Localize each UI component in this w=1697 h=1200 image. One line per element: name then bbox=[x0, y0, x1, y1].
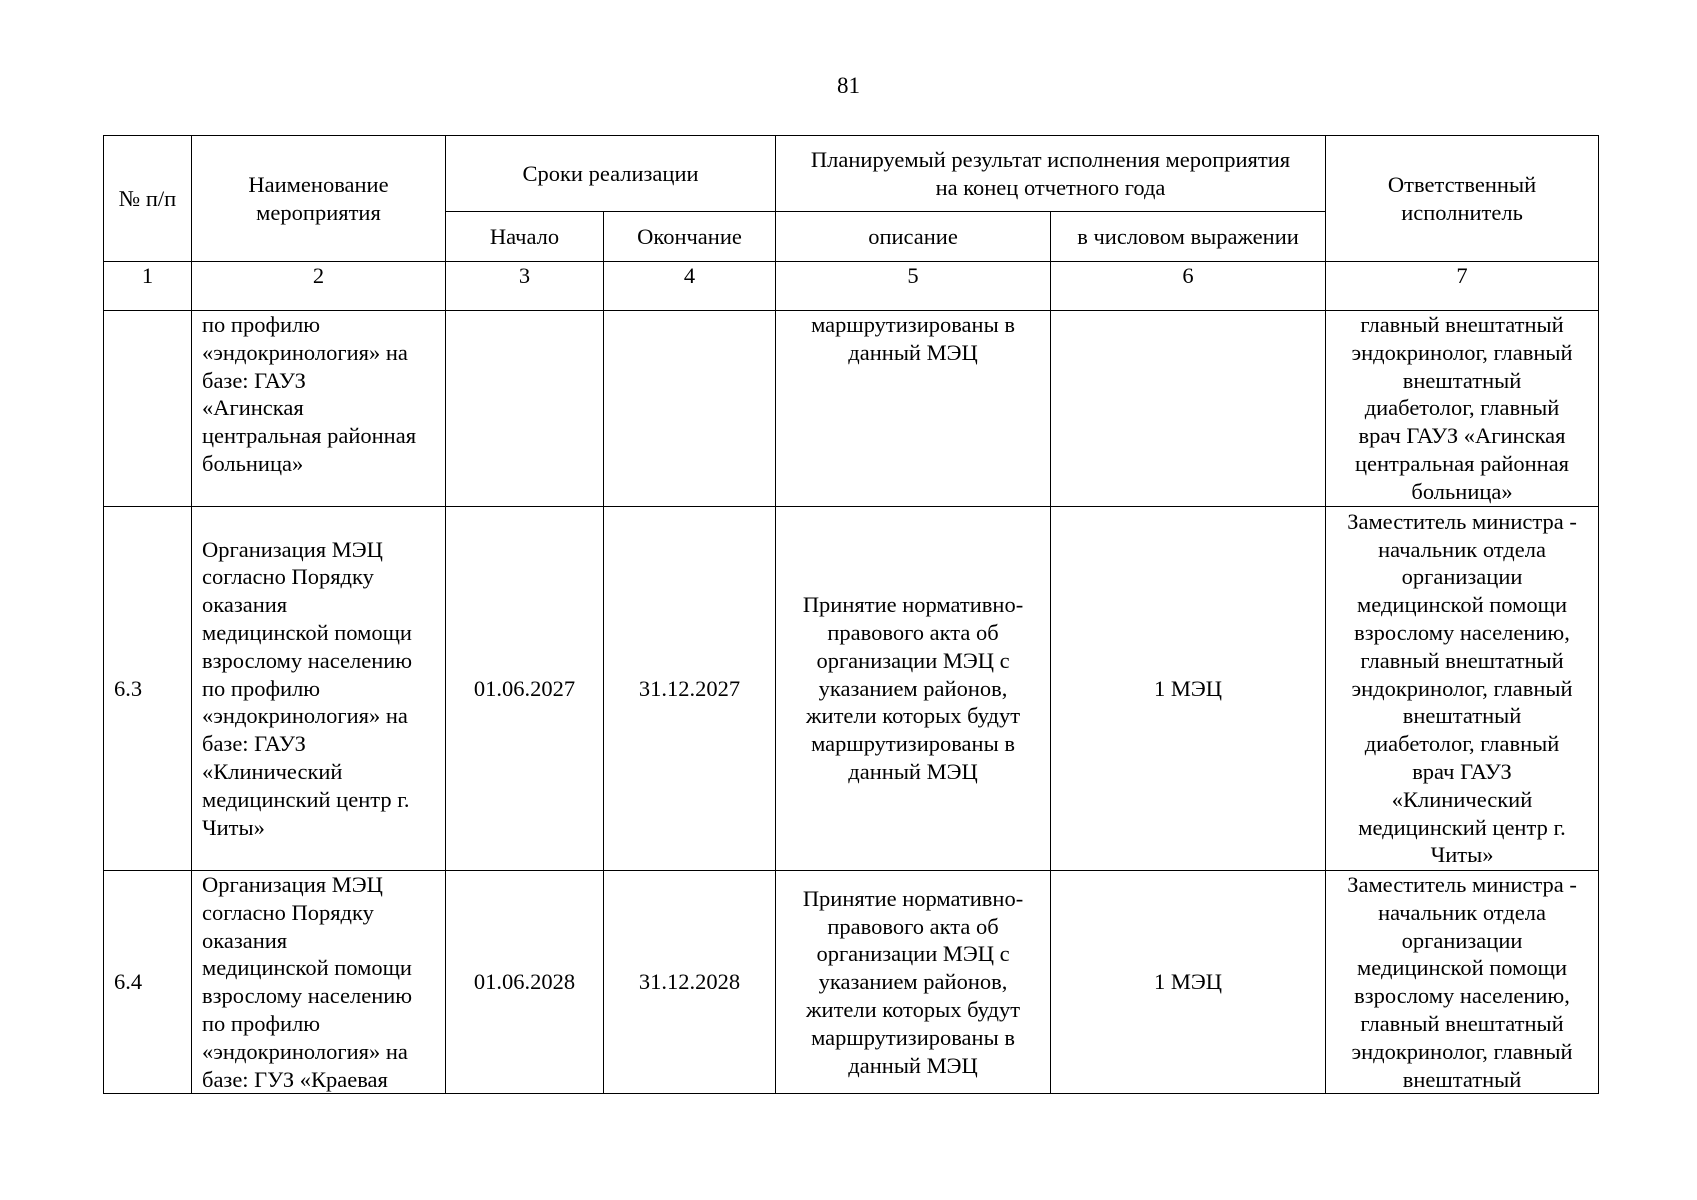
responsible-executor: Заместитель министра - начальник отдела организации медицинской помощи взрослому населению, главный внештатный эндокринолог, главный внештатный диабетолог, главный врач ГАУЗ «Клинический медицинский центр г. Читы» bbox=[1326, 507, 1599, 871]
table-row bbox=[104, 871, 1599, 1094]
header-result: Планируемый результат исполнения мероприятия на конец отчетного года bbox=[776, 136, 1326, 212]
table-row bbox=[104, 507, 1599, 871]
responsible-executor: Заместитель министра - начальник отдела организации медицинской помощи взрослому населению, главный внештатный эндокринолог, главный внештатный bbox=[1326, 871, 1599, 1094]
column-index: 4 bbox=[604, 262, 776, 311]
column-index: 2 bbox=[192, 262, 446, 311]
row-number: 6.4 bbox=[104, 871, 192, 1094]
table-row bbox=[104, 311, 1599, 507]
header-num: № п/п bbox=[104, 136, 192, 262]
page-number: 81 bbox=[837, 73, 860, 98]
row-number bbox=[104, 311, 192, 507]
result-description: Принятие нормативно- правового акта об организации МЭЦ с указанием районов, жители которых будут маршрутизированы в данный МЭЦ bbox=[776, 507, 1051, 871]
column-index: 6 bbox=[1051, 262, 1326, 311]
row-number: 6.3 bbox=[104, 507, 192, 871]
activity-name: по профилю «эндокринология» на базе: ГАУЗ «Агинская центральная районная больница» bbox=[192, 311, 446, 507]
column-index: 7 bbox=[1326, 262, 1599, 311]
column-index: 5 bbox=[776, 262, 1051, 311]
end-date bbox=[604, 311, 776, 507]
header-numeric: в числовом выражении bbox=[1051, 212, 1326, 262]
start-date: 01.06.2027 bbox=[446, 507, 604, 871]
header-terms: Сроки реализации bbox=[446, 136, 776, 212]
column-index-row bbox=[104, 262, 1599, 311]
column-index: 1 bbox=[104, 262, 192, 311]
start-date: 01.06.2028 bbox=[446, 871, 604, 1094]
result-numeric: 1 МЭЦ bbox=[1051, 507, 1326, 871]
column-index: 3 bbox=[446, 262, 604, 311]
end-date: 31.12.2027 bbox=[604, 507, 776, 871]
activity-name: Организация МЭЦ согласно Порядку оказания медицинской помощи взрослому населению по профилю «эндокринология» на базе: ГАУЗ «Клинический медицинский центр г. Читы» bbox=[192, 507, 446, 871]
result-description: Принятие нормативно- правового акта об организации МЭЦ с указанием районов, жители которых будут маршрутизированы в данный МЭЦ bbox=[776, 871, 1051, 1094]
result-numeric: 1 МЭЦ bbox=[1051, 871, 1326, 1094]
start-date bbox=[446, 311, 604, 507]
header-responsible: Ответственный исполнитель bbox=[1326, 136, 1599, 262]
header-start: Начало bbox=[446, 212, 604, 262]
result-description: маршрутизированы в данный МЭЦ bbox=[776, 311, 1051, 507]
responsible-executor: главный внештатный эндокринолог, главный внештатный диабетолог, главный врач ГАУЗ «Агинская центральная районная больница» bbox=[1326, 311, 1599, 507]
activities-table bbox=[103, 135, 1599, 1094]
header-row-main bbox=[104, 136, 1599, 212]
header-end: Окончание bbox=[604, 212, 776, 262]
end-date: 31.12.2028 bbox=[604, 871, 776, 1094]
header-description: описание bbox=[776, 212, 1051, 262]
activity-name: Организация МЭЦ согласно Порядку оказания медицинской помощи взрослому населению по профилю «эндокринология» на базе: ГУЗ «Краевая bbox=[192, 871, 446, 1094]
header-name: Наименование мероприятия bbox=[192, 136, 446, 262]
result-numeric bbox=[1051, 311, 1326, 507]
